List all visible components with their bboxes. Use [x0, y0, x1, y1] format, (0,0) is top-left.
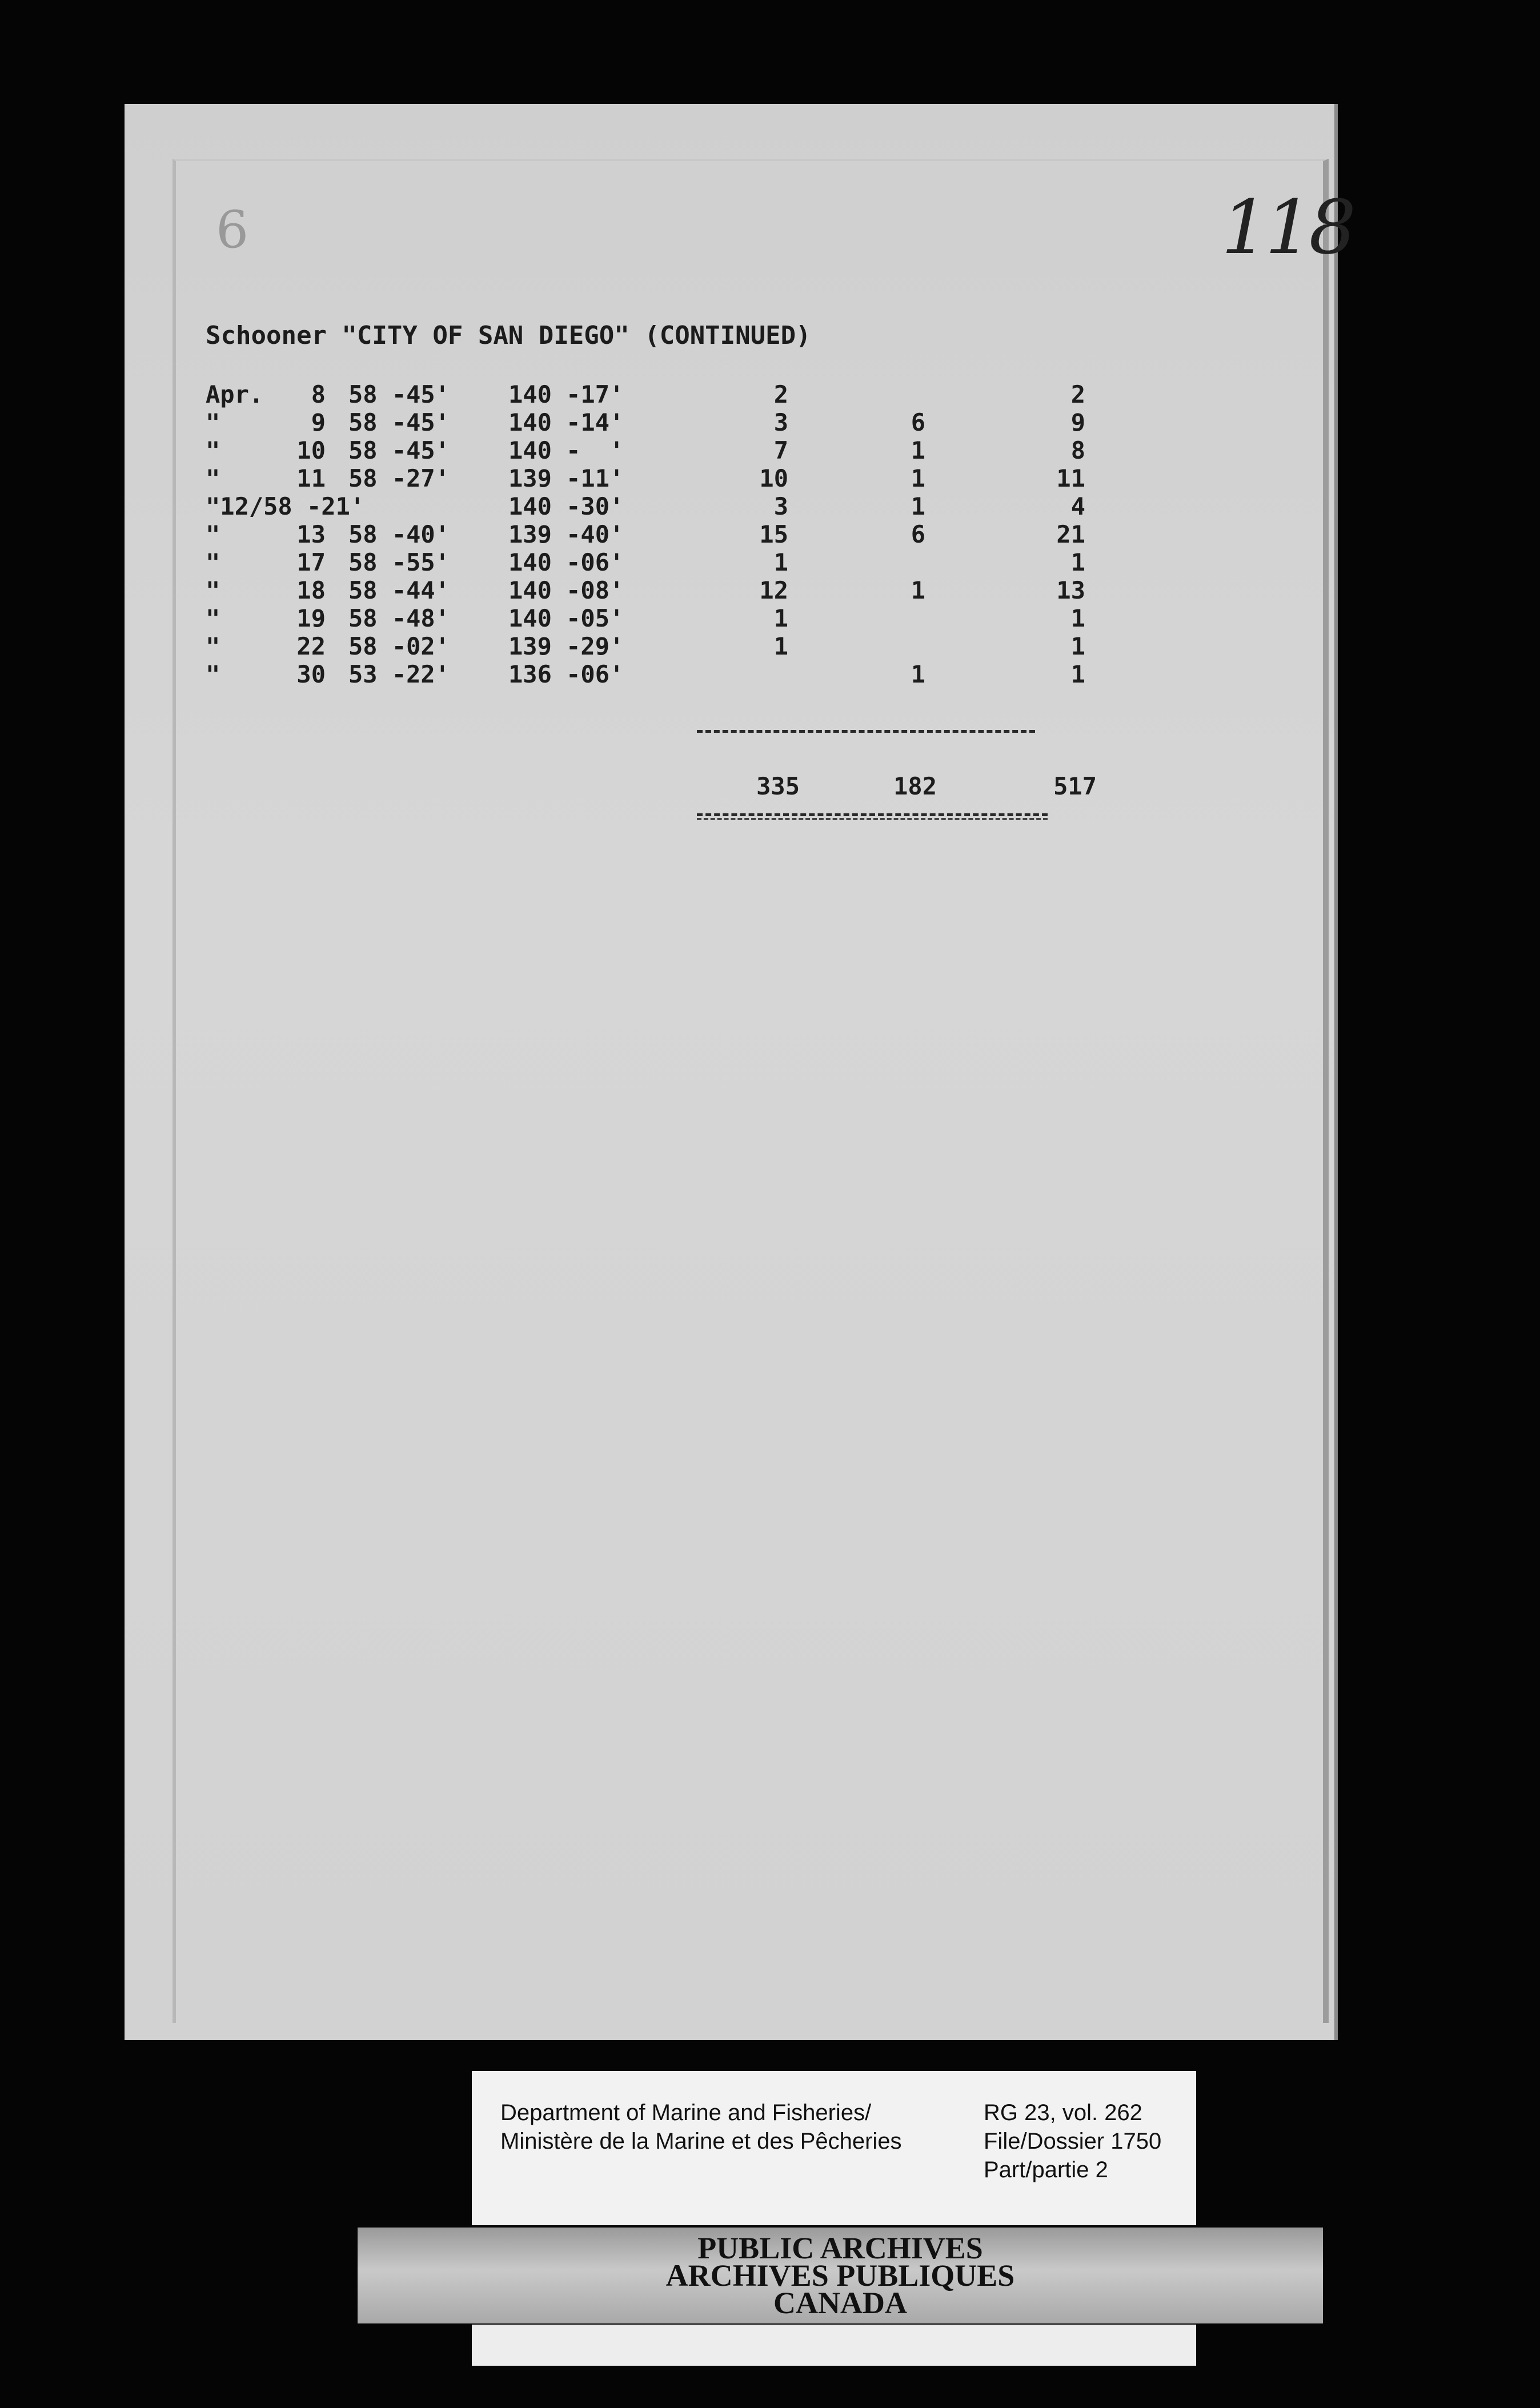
- cell-total: 1: [1070, 604, 1085, 632]
- archives-english: PUBLIC ARCHIVES: [697, 2231, 983, 2265]
- archives-french: ARCHIVES PUBLIQUES: [665, 2258, 1015, 2293]
- cell-lat: 58 -45': [348, 408, 450, 436]
- cell-month: ": [206, 576, 220, 604]
- department-french: Ministère de la Marine et des Pêcheries: [500, 2129, 902, 2154]
- department-english: Department of Marine and Fisheries/: [500, 2100, 872, 2125]
- cell-total: 1: [1070, 632, 1085, 660]
- total-grand: 517: [1053, 772, 1097, 800]
- cell-total: 1: [1070, 660, 1085, 688]
- sum-rule-top: [697, 730, 1035, 733]
- archives-banner: [358, 2228, 1323, 2323]
- cell-lon: 140 -14': [508, 408, 624, 436]
- cell-a: 3: [773, 408, 788, 436]
- total-b: 182: [893, 772, 937, 800]
- cell-day: 9: [311, 408, 326, 436]
- document-page: [125, 104, 1353, 2040]
- cell-lon: 140 -17': [508, 380, 624, 408]
- cell-lat: 58 -55': [348, 548, 450, 576]
- cell-day: 8: [311, 380, 326, 408]
- cell-lon: 140 -06': [508, 548, 624, 576]
- cell-month: ": [206, 408, 220, 436]
- cell-lon: 140 -08': [508, 576, 624, 604]
- cell-day: 17: [296, 548, 326, 576]
- cell-lat: 58 -44': [348, 576, 450, 604]
- cell-total: 2: [1070, 380, 1085, 408]
- cell-lon: 136 -06': [508, 660, 624, 688]
- corner-mark: 6: [216, 200, 249, 260]
- cell-month: ": [206, 548, 220, 576]
- cell-a: 10: [759, 464, 788, 492]
- cell-total: 1: [1070, 548, 1085, 576]
- cell-month: ": [206, 436, 220, 464]
- sum-rule-double-1: [697, 813, 1048, 816]
- cell-a: 12: [759, 576, 788, 604]
- cell-lat: 58 -48': [348, 604, 450, 632]
- cell-lat: 58 -45': [348, 436, 450, 464]
- cell-b: 1: [911, 576, 925, 604]
- cell-a: 3: [773, 492, 788, 520]
- record-reference: [984, 2098, 1161, 2184]
- cell-b: 6: [911, 520, 925, 548]
- bottom-strip: [472, 2325, 1196, 2366]
- cell-total: 9: [1070, 408, 1085, 436]
- cell-total: 13: [1056, 576, 1085, 604]
- archive-reference-card: [472, 2071, 1196, 2225]
- cell-month: ": [206, 632, 220, 660]
- cell-lat: 58 -27': [348, 464, 450, 492]
- file-number: File/Dossier 1750: [984, 2129, 1162, 2154]
- cell-total: 21: [1056, 520, 1085, 548]
- cell-a: 15: [759, 520, 788, 548]
- cell-lat: 53 -22': [348, 660, 450, 688]
- cell-total: 11: [1056, 464, 1085, 492]
- cell-a: 1: [773, 604, 788, 632]
- record-group: RG 23, vol. 262: [984, 2100, 1142, 2125]
- cell-day: 11: [296, 464, 326, 492]
- cell-lon: 140 -05': [508, 604, 624, 632]
- cell-lon: 139 -40': [508, 520, 624, 548]
- cell-day: 22: [296, 632, 326, 660]
- cell-lon: 140 -30': [508, 492, 624, 520]
- archives-banner-text: [358, 2231, 1323, 2320]
- folio-number: 118: [1221, 184, 1353, 271]
- cell-lat: 58 -02': [348, 632, 450, 660]
- cell-a: 2: [773, 380, 788, 408]
- cell-day: 18: [296, 576, 326, 604]
- archives-country: CANADA: [773, 2286, 907, 2320]
- total-a: 335: [756, 772, 800, 800]
- cell-lat: 58 -45': [348, 380, 450, 408]
- cell-month: "12/58 -21': [206, 492, 365, 520]
- sum-rule-double-2: [697, 818, 1048, 820]
- document-heading: Schooner "CITY OF SAN DIEGO" (CONTINUED): [206, 321, 811, 350]
- cell-month: ": [206, 520, 220, 548]
- cell-b: 6: [911, 408, 925, 436]
- part-number: Part/partie 2: [984, 2157, 1108, 2182]
- cell-b: 1: [911, 464, 925, 492]
- cell-total: 4: [1070, 492, 1085, 520]
- cell-month: ": [206, 464, 220, 492]
- cell-b: 1: [911, 492, 925, 520]
- cell-month: Apr.: [206, 380, 264, 408]
- department-names: [500, 2098, 902, 2156]
- cell-b: 1: [911, 436, 925, 464]
- cell-lat: 58 -40': [348, 520, 450, 548]
- cell-month: ": [206, 660, 220, 688]
- cell-day: 10: [296, 436, 326, 464]
- cell-day: 13: [296, 520, 326, 548]
- cell-a: 7: [773, 436, 788, 464]
- cell-day: 19: [296, 604, 326, 632]
- cell-lon: 140 - ': [508, 436, 624, 464]
- cell-b: 1: [911, 660, 925, 688]
- cell-total: 8: [1070, 436, 1085, 464]
- cell-month: ": [206, 604, 220, 632]
- cell-day: 30: [296, 660, 326, 688]
- cell-lon: 139 -29': [508, 632, 624, 660]
- cell-a: 1: [773, 548, 788, 576]
- cell-a: 1: [773, 632, 788, 660]
- cell-lon: 139 -11': [508, 464, 624, 492]
